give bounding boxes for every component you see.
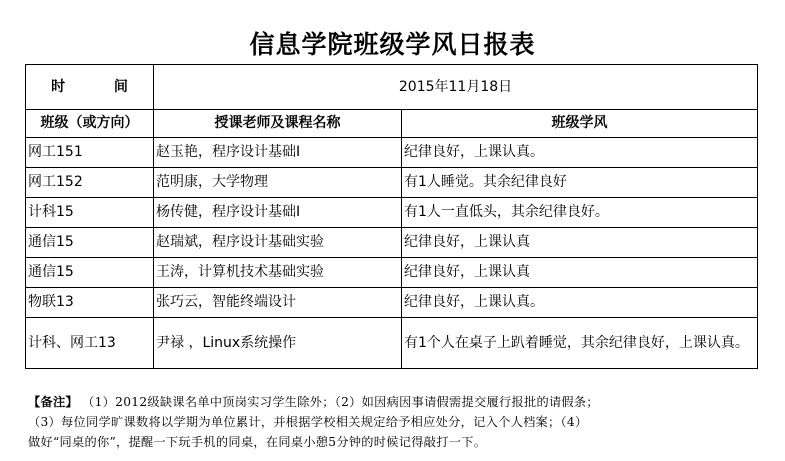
table-row: [26, 288, 758, 318]
class-style-cell: 纪律良好，上课认真。: [402, 138, 758, 168]
class-style-cell: 纪律良好，上课认真: [402, 258, 758, 288]
class-style-cell: 有1个人在桌子上趴着睡觉，其余纪律良好，上课认真。: [402, 318, 758, 369]
header-class: 班级（或方向）: [26, 110, 154, 138]
class-cell: 通信15: [26, 228, 154, 258]
class-style-cell: 有1人一直低头，其余纪律良好。: [402, 198, 758, 228]
table-row: [26, 258, 758, 288]
notes-line-1: [28, 392, 768, 412]
report-table: [25, 64, 758, 369]
class-cell: 网工151: [26, 138, 154, 168]
teacher-course-cell: 尹禄 ，Linux系统操作: [154, 318, 402, 369]
class-style-cell: 纪律良好，上课认真。: [402, 288, 758, 318]
notes-text-1: （1）2012级缺课名单中顶岗实习学生除外；（2）如因病因事请假需提交履行报批的请假条；: [82, 395, 599, 409]
teacher-course-cell: 范明康，大学物理: [154, 168, 402, 198]
table-row: [26, 198, 758, 228]
table-row: [26, 138, 758, 168]
notes: [28, 392, 768, 452]
teacher-course-cell: 张巧云，智能终端设计: [154, 288, 402, 318]
notes-line-3: 做好“同桌的你”，提醒一下玩手机的同桌，在同桌小憩5分钟的时候记得敲打一下。: [28, 435, 487, 449]
teacher-course-cell: 王涛，计算机技术基础实验: [154, 258, 402, 288]
class-style-cell: 有1人睡觉。其余纪律良好: [402, 168, 758, 198]
header-teacher-course: 授课老师及课程名称: [154, 110, 402, 138]
table-row: [26, 228, 758, 258]
header-row: [26, 110, 758, 138]
notes-tag: 【备注】: [28, 395, 78, 409]
class-cell: 计科15: [26, 198, 154, 228]
class-cell: 物联13: [26, 288, 154, 318]
table-row: [26, 318, 758, 369]
class-cell: 计科、网工13: [26, 318, 154, 369]
class-cell: 网工152: [26, 168, 154, 198]
time-label: 时 间: [26, 65, 154, 110]
notes-line-2: （3）每位同学旷课数将以学期为单位累计，并根据学校相关规定给予相应处分，记入个人档案；（4）: [28, 415, 588, 429]
class-cell: 通信15: [26, 258, 154, 288]
teacher-course-cell: 赵玉艳，程序设计基础I: [154, 138, 402, 168]
page-title: 信息学院班级学风日报表: [249, 30, 536, 59]
teacher-course-cell: 杨传健，程序设计基础I: [154, 198, 402, 228]
class-style-cell: 纪律良好，上课认真: [402, 228, 758, 258]
time-row: [26, 65, 758, 110]
report-date: 2015年11月18日: [154, 65, 758, 110]
teacher-course-cell: 赵瑞斌，程序设计基础实验: [154, 228, 402, 258]
header-class-style: 班级学风: [402, 110, 758, 138]
table-row: [26, 168, 758, 198]
